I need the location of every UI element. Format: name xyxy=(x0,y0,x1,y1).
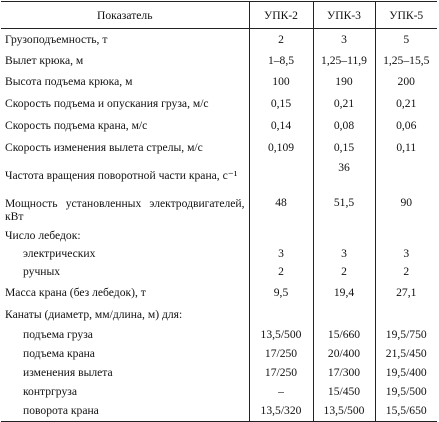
cell-upk-3: 3 xyxy=(313,245,375,263)
cell-upk-2: 13,5/320 xyxy=(249,401,313,422)
header-row xyxy=(1,2,437,29)
cell-upk-3 xyxy=(313,227,375,245)
cell-upk-2: – xyxy=(249,382,313,401)
cell-upk-2: 48 xyxy=(249,193,313,227)
header-upk-2: УПК-2 xyxy=(249,2,313,29)
cell-upk-5: 19,5/500 xyxy=(375,382,437,401)
cell-upk-2: 0,15 xyxy=(249,93,313,115)
row-label: Скорость подъема крана, м/с xyxy=(5,119,148,132)
cell-upk-3: 19,4 xyxy=(313,281,375,305)
cell-upk-5: 21,5/450 xyxy=(375,344,437,363)
row-label: изменения вылета xyxy=(23,365,113,379)
cell-upk-2: 2 xyxy=(249,263,313,281)
cell-upk-5: 0,06 xyxy=(375,115,437,137)
cell-upk-5 xyxy=(375,227,437,245)
cell-upk-2: 3 xyxy=(249,245,313,263)
cell-upk-5: 200 xyxy=(375,71,437,93)
cell-upk-3: 36 xyxy=(313,159,375,193)
row-label: Скорость изменения вылета стрелы, м/с xyxy=(5,141,203,154)
row-label: поворота крана xyxy=(1,401,249,422)
cell-upk-2: 2 xyxy=(249,29,313,51)
cell-upk-2 xyxy=(249,159,313,193)
cell-upk-2: 17/250 xyxy=(249,344,313,363)
header-upk-5: УПК-5 xyxy=(375,2,437,29)
row-label: подъема крана xyxy=(23,346,95,360)
cell-upk-3: 51,5 xyxy=(313,193,375,227)
cell-upk-5: 0,21 xyxy=(375,93,437,115)
row-label: Канаты (диаметр, мм/длина, м) для: xyxy=(5,308,183,321)
cell-upk-3: 2 xyxy=(313,263,375,281)
cell-upk-5: 1,25–15,5 xyxy=(375,51,437,71)
cell-upk-3: 0,08 xyxy=(313,115,375,137)
table-row xyxy=(1,325,437,344)
cell-upk-3: 15/660 xyxy=(313,325,375,344)
cell-upk-5: 90 xyxy=(375,193,437,227)
table-row xyxy=(1,93,437,115)
table-row xyxy=(1,363,437,382)
cell-upk-5: 19,5/750 xyxy=(375,325,437,344)
cell-upk-5: 0,11 xyxy=(375,137,437,159)
table-row xyxy=(1,159,437,193)
row-label: Частота вращения поворотной части крана, с⁻¹ xyxy=(5,169,238,182)
table-row xyxy=(1,401,437,422)
table-row xyxy=(1,137,437,159)
cell-upk-5: 19,5/400 xyxy=(375,363,437,382)
cell-upk-5: 27,1 xyxy=(375,281,437,305)
header-upk-3: УПК-3 xyxy=(313,2,375,29)
row-label: Масса крана (без лебедок), т xyxy=(5,286,146,299)
table-row xyxy=(1,281,437,305)
cell-upk-2: 13,5/500 xyxy=(249,325,313,344)
cell-upk-3: 13,5/500 xyxy=(313,401,375,422)
header-parameter: Показатель xyxy=(1,2,249,29)
row-label: Скорость подъема и опускания груза, м/с xyxy=(5,97,209,110)
cell-upk-5: 15,5/650 xyxy=(375,401,437,422)
table-row xyxy=(1,263,437,281)
cell-upk-3: 15/450 xyxy=(313,382,375,401)
cell-upk-3: 190 xyxy=(313,71,375,93)
cell-upk-5: 2 xyxy=(375,263,437,281)
cell-upk-2 xyxy=(249,227,313,245)
cell-upk-3: 0,15 xyxy=(313,137,375,159)
row-label: Мощность установленных электродвигателей, кВт xyxy=(5,196,245,223)
row-label: контргруза xyxy=(23,384,77,398)
cell-upk-5 xyxy=(375,159,437,193)
table-row xyxy=(1,227,437,245)
table-row xyxy=(1,29,437,51)
crane-spec-table xyxy=(1,1,437,422)
cell-upk-2 xyxy=(249,305,313,325)
row-label: Вылет крюка, м xyxy=(5,54,84,67)
table-row xyxy=(1,245,437,263)
row-label: Число лебедок: xyxy=(5,229,81,242)
table-row xyxy=(1,193,437,227)
table-row xyxy=(1,305,437,325)
row-label: электрических xyxy=(23,247,96,260)
cell-upk-3: 20/400 xyxy=(313,344,375,363)
table-row xyxy=(1,71,437,93)
row-label: Грузоподъемность, т xyxy=(5,33,108,47)
cell-upk-2: 100 xyxy=(249,71,313,93)
cell-upk-2: 9,5 xyxy=(249,281,313,305)
cell-upk-2: 17/250 xyxy=(249,363,313,382)
cell-upk-3: 3 xyxy=(313,29,375,51)
table-row xyxy=(1,344,437,363)
table-row xyxy=(1,115,437,137)
cell-upk-5: 3 xyxy=(375,245,437,263)
cell-upk-2: 0,14 xyxy=(249,115,313,137)
cell-upk-5: 5 xyxy=(375,29,437,51)
table-row xyxy=(1,382,437,401)
cell-upk-5 xyxy=(375,305,437,325)
row-label: подъема груза xyxy=(23,327,93,341)
row-label: Высота подъема крюка, м xyxy=(5,75,133,88)
row-label: ручных xyxy=(23,265,61,278)
table-row xyxy=(1,51,437,71)
cell-upk-2: 1–8,5 xyxy=(249,51,313,71)
cell-upk-2: 0,109 xyxy=(249,137,313,159)
cell-upk-3: 1,25–11,9 xyxy=(313,51,375,71)
cell-upk-3: 0,21 xyxy=(313,93,375,115)
cell-upk-3 xyxy=(313,305,375,325)
cell-upk-3: 17/300 xyxy=(313,363,375,382)
